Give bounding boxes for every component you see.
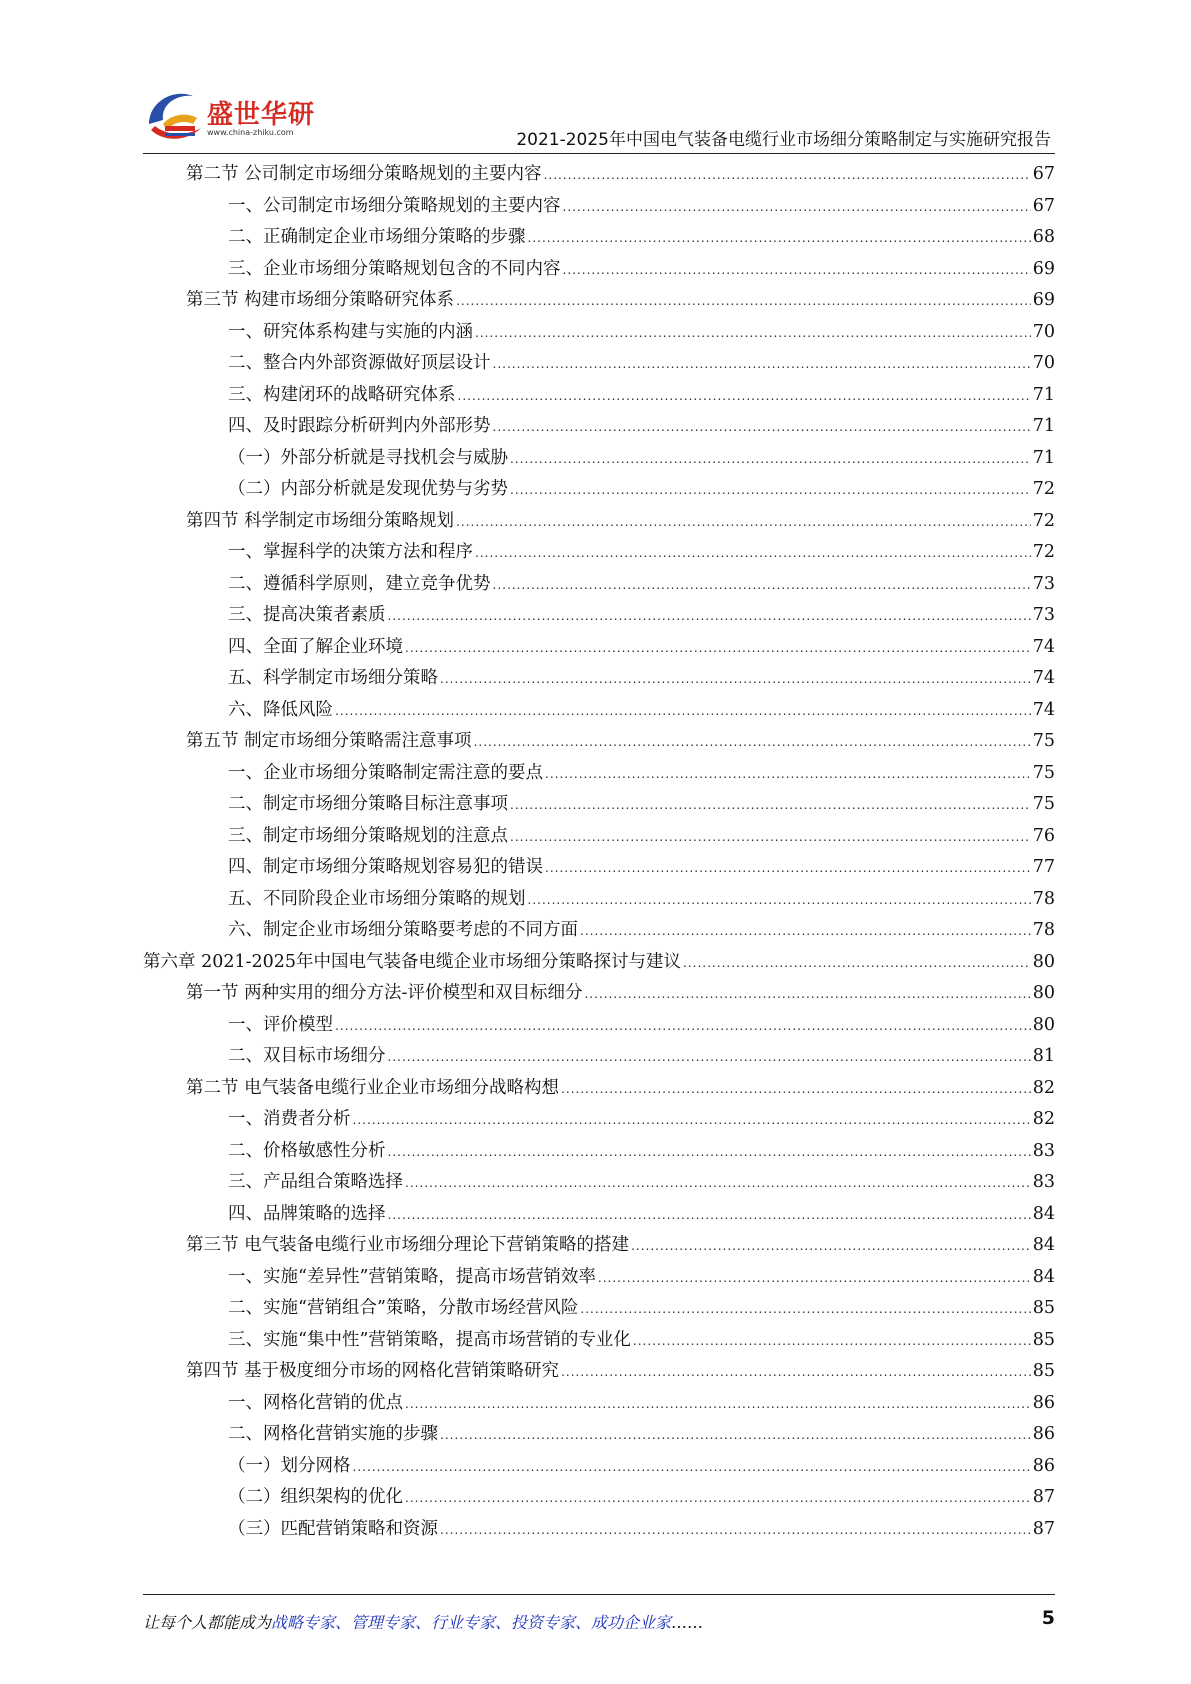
toc-entry[interactable]	[143, 159, 1055, 191]
toc-entry[interactable]	[143, 758, 1055, 790]
toc-entry-page: 69	[1032, 258, 1055, 279]
toc-leader-dots	[633, 1326, 1031, 1358]
toc-leader-dots	[474, 727, 1031, 759]
toc-entry-title: 第六章 2021-2025年中国电气装备电缆企业市场细分策略探讨与建议	[143, 951, 682, 972]
toc-entry-page: 86	[1032, 1455, 1055, 1476]
logo-name: 盛世华研	[207, 100, 316, 130]
toc-entry-title: 一、公司制定市场细分策略规划的主要内容	[228, 195, 561, 216]
toc-leader-dots	[388, 1137, 1031, 1169]
toc-entry-page: 68	[1032, 227, 1055, 247]
toc-leader-dots	[493, 412, 1031, 444]
toc-entry-page: 75	[1032, 762, 1055, 783]
toc-leader-dots	[584, 979, 1030, 1011]
toc-entry-title: 二、遵循科学原则，建立竞争优势	[228, 573, 491, 594]
toc-entry-page: 80	[1032, 1014, 1055, 1035]
toc-entry-title: 二、双目标市场细分	[228, 1046, 386, 1066]
toc-entry-title: 二、整合内外部资源做好顶层设计	[228, 353, 491, 373]
page-header	[143, 78, 1055, 156]
toc-entry-title: 第三节 构建市场细分策略研究体系	[186, 290, 455, 310]
toc-leader-dots	[528, 885, 1031, 917]
toc-leader-dots	[510, 790, 1031, 822]
toc-entry-title: 六、制定企业市场细分策略要考虑的不同方面	[228, 920, 578, 940]
toc-entry-page: 84	[1032, 1203, 1055, 1224]
toc-leader-dots	[561, 1074, 1031, 1106]
toc-entry[interactable]	[143, 947, 1055, 979]
toc-entry-title: 第二节 公司制定市场细分策略规划的主要内容	[186, 164, 542, 184]
toc-entry-title: 一、消费者分析	[228, 1109, 351, 1129]
toc-entry-title: 四、制定市场细分策略规划容易犯的错误	[228, 857, 543, 877]
toc-entry-page: 83	[1032, 1172, 1055, 1192]
toc-entry-page: 86	[1032, 1392, 1055, 1413]
toc-entry-page: 85	[1032, 1329, 1055, 1350]
footer-slogan-highlight: 战略专家、管理专家、行业专家、投资专家、成功企业家	[271, 1613, 672, 1632]
toc-entry-page: 78	[1032, 888, 1055, 909]
toc-entry[interactable]	[143, 1167, 1055, 1199]
toc-entry[interactable]	[143, 1262, 1055, 1294]
toc-entry[interactable]	[143, 632, 1055, 664]
toc-leader-dots	[493, 349, 1031, 381]
toc-entry-title: 四、全面了解企业环境	[228, 636, 403, 657]
toc-entry-title: 五、科学制定市场细分策略	[228, 668, 438, 688]
toc-entry-title: 三、企业市场细分策略规划包含的不同内容	[228, 258, 561, 279]
toc-leader-dots	[456, 507, 1031, 539]
toc-entry[interactable]	[143, 726, 1055, 758]
toc-leader-dots	[510, 822, 1031, 854]
toc-leader-dots	[388, 1042, 1031, 1074]
toc-entry-page: 80	[1032, 983, 1055, 1003]
toc-entry-title: 二、实施“营销组合”策略，分散市场经营风险	[228, 1298, 579, 1318]
toc-entry-title: 一、评价模型	[228, 1014, 333, 1035]
toc-entry[interactable]	[143, 1482, 1055, 1514]
toc-entry-page: 83	[1032, 1140, 1055, 1161]
toc-leader-dots	[475, 318, 1031, 350]
toc-entry-title: 三、提高决策者素质	[228, 605, 386, 625]
toc-entry-title: 第三节 电气装备电缆行业市场细分理论下营销策略的搭建	[186, 1235, 630, 1255]
toc-entry[interactable]	[143, 884, 1055, 916]
toc-entry-page: 67	[1032, 164, 1055, 184]
toc-leader-dots	[545, 759, 1031, 791]
toc-leader-dots	[458, 381, 1031, 413]
toc-leader-dots	[388, 1200, 1031, 1232]
toc-entry-page: 86	[1032, 1424, 1055, 1444]
footer-slogan-suffix: ……	[671, 1613, 704, 1632]
footer-divider	[143, 1594, 1055, 1595]
toc-leader-dots	[440, 1420, 1031, 1452]
toc-leader-dots	[580, 916, 1031, 948]
toc-entry-page: 77	[1032, 857, 1055, 877]
toc-entry-title: 三、构建闭环的战略研究体系	[228, 384, 456, 405]
toc-entry-title: 四、及时跟踪分析研判内外部形势	[228, 416, 491, 436]
toc-entry-page: 78	[1032, 920, 1055, 940]
toc-entry-page: 71	[1032, 416, 1055, 436]
toc-entry-page: 70	[1032, 353, 1055, 373]
toc-leader-dots	[440, 1515, 1031, 1547]
toc-entry-page: 80	[1032, 951, 1055, 972]
toc-entry-title: 三、实施“集中性”营销策略，提高市场营销的专业化	[228, 1329, 631, 1350]
toc-entry[interactable]	[143, 254, 1055, 286]
toc-entry-page: 70	[1032, 321, 1055, 342]
toc-entry[interactable]	[143, 1073, 1055, 1105]
toc-entry[interactable]	[143, 222, 1055, 254]
toc-entry-title: 第四节 基于极度细分市场的网格化营销策略研究	[186, 1361, 560, 1381]
toc-entry-page: 74	[1032, 636, 1055, 657]
toc-entry-title: （二）内部分析就是发现优势与劣势	[228, 479, 508, 499]
toc-leader-dots	[563, 255, 1031, 287]
toc-entry[interactable]	[143, 852, 1055, 884]
toc-entry[interactable]	[143, 695, 1055, 727]
toc-entry[interactable]	[143, 600, 1055, 632]
toc-leader-dots	[475, 538, 1031, 570]
toc-leader-dots	[335, 696, 1031, 728]
toc-entry-title: 二、制定市场细分策略目标注意事项	[228, 794, 508, 814]
toc-entry-title: 一、网格化营销的优点	[228, 1392, 403, 1413]
toc-entry[interactable]	[143, 537, 1055, 569]
toc-entry[interactable]	[143, 1199, 1055, 1231]
toc-entry-title: 第一节 两种实用的细分方法-评价模型和双目标细分	[186, 983, 583, 1003]
toc-entry[interactable]	[143, 1230, 1055, 1262]
toc-entry[interactable]	[143, 191, 1055, 223]
toc-leader-dots	[510, 475, 1031, 507]
toc-entry-page: 82	[1032, 1077, 1055, 1098]
toc-leader-dots	[598, 1263, 1031, 1295]
toc-leader-dots	[405, 633, 1031, 665]
toc-leader-dots	[353, 1105, 1031, 1137]
company-logo	[143, 84, 343, 148]
toc-entry[interactable]	[143, 821, 1055, 853]
toc-leader-dots	[544, 160, 1031, 192]
toc-entry-title: 第二节 电气装备电缆行业企业市场细分战略构想	[186, 1077, 560, 1098]
toc-entry-page: 67	[1032, 195, 1055, 216]
toc-entry-page: 82	[1032, 1109, 1055, 1129]
toc-entry-page: 84	[1032, 1266, 1055, 1287]
toc-entry-title: 一、企业市场细分策略制定需注意的要点	[228, 762, 543, 783]
header-divider	[143, 153, 1055, 154]
toc-leader-dots	[545, 853, 1031, 885]
toc-entry-title: （二）组织架构的优化	[228, 1487, 403, 1507]
toc-entry[interactable]	[143, 1514, 1055, 1546]
toc-leader-dots	[631, 1231, 1031, 1263]
toc-leader-dots	[405, 1389, 1031, 1421]
toc-entry-title: 二、价格敏感性分析	[228, 1140, 386, 1161]
toc-entry-title: 一、掌握科学的决策方法和程序	[228, 542, 473, 562]
toc-entry-page: 85	[1032, 1298, 1055, 1318]
toc-entry-title: 三、制定市场细分策略规划的注意点	[228, 825, 508, 846]
toc-entry-page: 75	[1032, 731, 1055, 751]
toc-entry-page: 74	[1032, 668, 1055, 688]
toc-entry-title: （一）外部分析就是寻找机会与威胁	[228, 447, 508, 468]
toc-leader-dots	[563, 192, 1031, 224]
toc-entry-title: 三、产品组合策略选择	[228, 1172, 403, 1192]
toc-leader-dots	[388, 601, 1031, 633]
toc-leader-dots	[493, 570, 1031, 602]
toc-entry[interactable]	[143, 1451, 1055, 1483]
report-title: 2021-2025年中国电气装备电缆行业市场细分策略制定与实施研究报告	[516, 130, 1051, 150]
toc-leader-dots	[440, 664, 1031, 696]
toc-entry[interactable]	[143, 915, 1055, 947]
toc-entry[interactable]	[143, 569, 1055, 601]
toc-entry-title: （三）匹配营销策略和资源	[228, 1518, 438, 1539]
toc-entry[interactable]	[143, 663, 1055, 695]
toc-entry-title: 二、正确制定企业市场细分策略的步骤	[228, 227, 526, 247]
toc-entry[interactable]	[143, 1356, 1055, 1388]
toc-entry[interactable]	[143, 1041, 1055, 1073]
toc-entry[interactable]	[143, 348, 1055, 380]
toc-entry[interactable]	[143, 1136, 1055, 1168]
toc-entry-title: 第四节 科学制定市场细分策略规划	[186, 510, 455, 531]
toc-entry[interactable]	[143, 506, 1055, 538]
toc-entry-title: 六、降低风险	[228, 699, 333, 720]
toc-entry-page: 72	[1032, 510, 1055, 531]
toc-entry[interactable]	[143, 1325, 1055, 1357]
toc-entry[interactable]	[143, 789, 1055, 821]
toc-leader-dots	[335, 1011, 1031, 1043]
toc-entry-page: 73	[1032, 573, 1055, 594]
toc-entry[interactable]	[143, 1104, 1055, 1136]
toc-entry-page: 71	[1032, 384, 1055, 405]
toc-entry[interactable]	[143, 1010, 1055, 1042]
toc-leader-dots	[561, 1357, 1031, 1389]
toc-entry-page: 72	[1032, 542, 1055, 562]
footer-slogan	[143, 1610, 703, 1633]
toc-leader-dots	[456, 286, 1031, 318]
toc-entry-title: 五、不同阶段企业市场细分策略的规划	[228, 888, 526, 909]
toc-entry[interactable]	[143, 443, 1055, 475]
toc-entry-page: 87	[1032, 1487, 1055, 1507]
page-number: 5	[1041, 1607, 1055, 1629]
toc-entry-title: （一）划分网格	[228, 1455, 351, 1476]
logo-url: www.china-zhiku.com	[207, 128, 294, 137]
toc-entry-page: 81	[1032, 1046, 1055, 1066]
toc-entry[interactable]	[143, 1419, 1055, 1451]
toc-entry-page: 73	[1032, 605, 1055, 625]
toc-entry[interactable]	[143, 1388, 1055, 1420]
toc-entry-page: 75	[1032, 794, 1055, 814]
toc-entry-title: 一、研究体系构建与实施的内涵	[228, 321, 473, 342]
toc-entry[interactable]	[143, 978, 1055, 1010]
logo-mark-icon	[143, 84, 207, 148]
toc-entry-page: 85	[1032, 1361, 1055, 1381]
footer-slogan-prefix: 让每个人都能成为	[143, 1613, 272, 1632]
toc-entry-page: 72	[1032, 479, 1055, 499]
toc-entry-title: 第五节 制定市场细分策略需注意事项	[186, 731, 472, 751]
toc-leader-dots	[353, 1452, 1031, 1484]
toc-entry-page: 69	[1032, 290, 1055, 310]
toc-entry[interactable]	[143, 317, 1055, 349]
toc-leader-dots	[580, 1294, 1030, 1326]
toc-entry[interactable]	[143, 1293, 1055, 1325]
table-of-contents	[143, 159, 1055, 1545]
toc-entry[interactable]	[143, 474, 1055, 506]
toc-entry-title: 四、品牌策略的选择	[228, 1203, 386, 1224]
toc-entry-title: 二、网格化营销实施的步骤	[228, 1424, 438, 1444]
toc-entry-page: 76	[1032, 825, 1055, 846]
toc-leader-dots	[405, 1483, 1031, 1515]
toc-entry-page: 87	[1032, 1518, 1055, 1539]
toc-leader-dots	[405, 1168, 1031, 1200]
toc-entry-title: 一、实施“差异性”营销策略，提高市场营销效率	[228, 1266, 596, 1287]
toc-entry-page: 71	[1032, 447, 1055, 468]
toc-entry[interactable]	[143, 285, 1055, 317]
toc-leader-dots	[528, 223, 1031, 255]
toc-entry-page: 84	[1032, 1235, 1055, 1255]
toc-entry[interactable]	[143, 411, 1055, 443]
toc-leader-dots	[683, 948, 1031, 980]
toc-leader-dots	[510, 444, 1031, 476]
toc-entry-page: 74	[1032, 699, 1055, 720]
toc-entry[interactable]	[143, 380, 1055, 412]
